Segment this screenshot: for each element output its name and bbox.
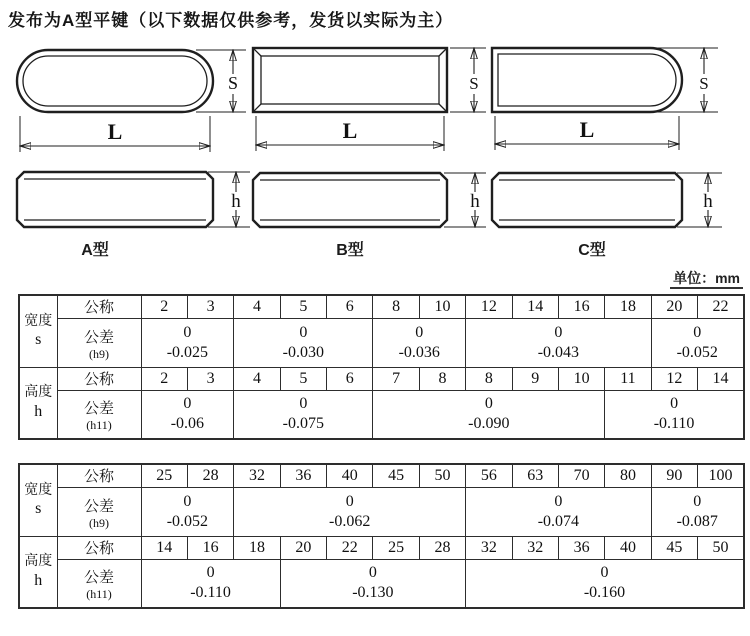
nominal-value: 40 xyxy=(327,464,373,487)
dim-label-s: S xyxy=(227,73,239,93)
h-extension-lines xyxy=(677,173,722,227)
nominal-value: 32 xyxy=(466,536,512,559)
key-c-top-view xyxy=(492,48,682,112)
nominal-value: 10 xyxy=(558,367,604,390)
row-label-h: 高度 h xyxy=(19,367,57,439)
nominal-value: 12 xyxy=(466,295,512,318)
tolerance-value: 0 -0.090 xyxy=(373,390,605,439)
key-c-side-view-inner-lines xyxy=(499,180,675,220)
nominal-value: 5 xyxy=(280,295,326,318)
nominal-value: 45 xyxy=(651,536,697,559)
nominal-value: 22 xyxy=(698,295,744,318)
tolerance-value: 0 -0.075 xyxy=(234,390,373,439)
nominal-label: 公称 xyxy=(57,367,141,390)
nominal-value: 32 xyxy=(512,536,558,559)
row-label-h: 高度 h xyxy=(19,536,57,608)
h-extension-lines xyxy=(208,172,250,227)
key-b-corner-lines xyxy=(253,48,447,112)
key-type-c-label: C型 xyxy=(578,242,606,259)
key-type-a-label: A型 xyxy=(81,242,109,259)
tolerance-value: 0 -0.087 xyxy=(651,487,744,536)
nominal-value: 7 xyxy=(373,367,419,390)
key-type-diagrams xyxy=(0,38,750,270)
key-b-top-view xyxy=(253,48,447,112)
nominal-value: 5 xyxy=(280,367,326,390)
nominal-value: 36 xyxy=(280,464,326,487)
nominal-value: 11 xyxy=(605,367,651,390)
nominal-value: 12 xyxy=(651,367,697,390)
dim-label-s: S xyxy=(699,74,709,93)
tolerance-value: 0 -0.025 xyxy=(141,318,234,367)
tolerance-value: 0 -0.043 xyxy=(466,318,652,367)
nominal-label: 公称 xyxy=(57,536,141,559)
row-label-s: 宽度 s xyxy=(19,464,57,536)
row-label-s: 宽度 s xyxy=(19,295,57,367)
nominal-value: 20 xyxy=(651,295,697,318)
dim-label-h: h xyxy=(231,191,241,212)
key-type-b-diagram xyxy=(253,48,486,259)
key-a-top-view-inner-line xyxy=(23,56,207,106)
nominal-value: 100 xyxy=(698,464,744,487)
nominal-value: 2 xyxy=(141,367,187,390)
tolerance-value: 0 -0.110 xyxy=(141,559,280,608)
nominal-value: 70 xyxy=(558,464,604,487)
tolerance-label: 公差 (h11) xyxy=(57,559,141,608)
nominal-value: 63 xyxy=(512,464,558,487)
nominal-value: 3 xyxy=(187,295,233,318)
key-type-b-label: B型 xyxy=(336,242,364,259)
nominal-value: 6 xyxy=(327,295,373,318)
nominal-value: 8 xyxy=(419,367,465,390)
nominal-value: 20 xyxy=(280,536,326,559)
tolerance-value: 0 -0.052 xyxy=(651,318,744,367)
key-b-side-view-inner-lines xyxy=(260,180,440,220)
tolerance-value: 0 -0.130 xyxy=(280,559,466,608)
nominal-value: 28 xyxy=(187,464,233,487)
nominal-value: 25 xyxy=(373,536,419,559)
nominal-value: 16 xyxy=(558,295,604,318)
key-a-top-view xyxy=(17,50,213,112)
tolerance-value: 0 -0.160 xyxy=(466,559,744,608)
tolerance-label: 公差 (h9) xyxy=(57,318,141,367)
tolerance-label: 公差 (h9) xyxy=(57,487,141,536)
page-title: 发布为A型平键（以下数据仅供参考，发货以实际为主） xyxy=(8,11,454,30)
nominal-value: 14 xyxy=(141,536,187,559)
nominal-value: 40 xyxy=(605,536,651,559)
nominal-value: 18 xyxy=(234,536,280,559)
key-type-c-diagram xyxy=(492,48,722,259)
tolerance-value: 0 -0.052 xyxy=(141,487,234,536)
key-b-top-view-inner-line xyxy=(261,56,439,104)
nominal-value: 4 xyxy=(234,295,280,318)
nominal-value: 4 xyxy=(234,367,280,390)
nominal-value: 2 xyxy=(141,295,187,318)
nominal-value: 3 xyxy=(187,367,233,390)
nominal-label: 公称 xyxy=(57,464,141,487)
nominal-value: 14 xyxy=(512,295,558,318)
tolerance-label: 公差 (h11) xyxy=(57,390,141,439)
unit-note-text: 单位：mm xyxy=(670,270,743,289)
tolerance-value: 0 -0.074 xyxy=(466,487,652,536)
nominal-value: 18 xyxy=(605,295,651,318)
nominal-value: 50 xyxy=(698,536,744,559)
nominal-value: 80 xyxy=(605,464,651,487)
tolerance-value: 0 -0.030 xyxy=(234,318,373,367)
nominal-value: 6 xyxy=(327,367,373,390)
dimension-table-small-sizes xyxy=(18,294,745,440)
key-b-side-view xyxy=(253,173,447,227)
nominal-value: 90 xyxy=(651,464,697,487)
nominal-value: 16 xyxy=(187,536,233,559)
dim-label-l: L xyxy=(107,119,123,144)
nominal-value: 8 xyxy=(466,367,512,390)
key-a-side-view-inner-lines xyxy=(24,179,206,220)
key-a-side-view xyxy=(17,172,213,227)
nominal-value: 45 xyxy=(373,464,419,487)
dim-label-h: h xyxy=(703,191,713,212)
tolerance-value: 0 -0.036 xyxy=(373,318,466,367)
nominal-value: 9 xyxy=(512,367,558,390)
nominal-value: 14 xyxy=(698,367,744,390)
dim-label-h: h xyxy=(470,191,480,212)
tolerance-value: 0 -0.062 xyxy=(234,487,466,536)
nominal-value: 25 xyxy=(141,464,187,487)
nominal-value: 56 xyxy=(466,464,512,487)
nominal-label: 公称 xyxy=(57,295,141,318)
key-type-a-diagram xyxy=(17,50,250,259)
key-c-top-view-inner-line xyxy=(498,54,676,106)
nominal-value: 32 xyxy=(234,464,280,487)
dim-label-l: L xyxy=(342,118,358,143)
nominal-value: 22 xyxy=(327,536,373,559)
key-c-side-view xyxy=(492,173,682,227)
nominal-value: 50 xyxy=(419,464,465,487)
nominal-value: 36 xyxy=(558,536,604,559)
tolerance-value: 0 -0.06 xyxy=(141,390,234,439)
unit-note xyxy=(563,268,743,288)
nominal-value: 28 xyxy=(419,536,465,559)
tolerance-value: 0 -0.110 xyxy=(605,390,744,439)
s-extension-lines xyxy=(450,48,486,112)
dimension-table-large-sizes xyxy=(18,463,745,609)
nominal-value: 10 xyxy=(419,295,465,318)
dim-label-s: S xyxy=(469,74,479,93)
dim-label-l: L xyxy=(579,117,595,142)
nominal-value: 8 xyxy=(373,295,419,318)
